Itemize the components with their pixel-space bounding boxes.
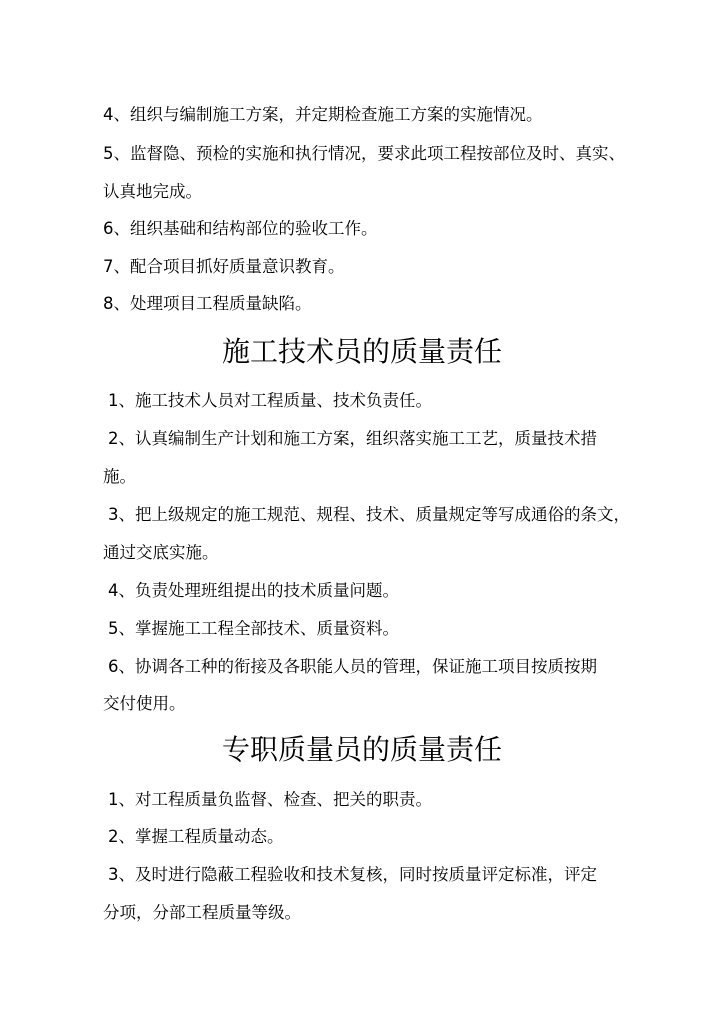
- paragraph-line: 4、负责处理班组提出的技术质量问题。: [108, 581, 399, 600]
- section-heading-qc: 专职质量员的质量责任: [221, 733, 502, 766]
- paragraph-line: 6、组织基础和结构部位的验收工作。: [103, 219, 378, 238]
- paragraph-line: 8、处理项目工程质量缺陷。: [103, 294, 312, 313]
- paragraph-line: 1、对工程质量负监督、检查、把关的职责。: [108, 790, 432, 809]
- paragraph-line: 5、掌握施工工程全部技术、质量资料。: [108, 619, 399, 638]
- paragraph-line: 施。: [103, 467, 136, 486]
- section-heading-tech: 施工技术员的质量责任: [221, 335, 502, 368]
- paragraph-line: 认真地完成。: [103, 182, 202, 201]
- paragraph-line: 3、及时进行隐蔽工程验收和技术复核，同时按质量评定标准，评定: [108, 865, 597, 884]
- paragraph-line: 交付使用。: [103, 694, 186, 713]
- paragraph-line: 5、监督隐、预检的实施和执行情况，要求此项工程按部位及时、真实、: [103, 144, 625, 163]
- paragraph-line: 2、掌握工程质量动态。: [108, 827, 284, 846]
- paragraph-line: 分项，分部工程质量等级。: [103, 903, 301, 922]
- paragraph-line: 6、协调各工种的衔接及各职能人员的管理，保证施工项目按质按期: [108, 657, 597, 676]
- paragraph-line: 3、把上级规定的施工规范、规程、技术、质量规定等写成通俗的条文，: [108, 505, 630, 524]
- paragraph-line: 通过交底实施。: [103, 543, 219, 562]
- paragraph-line: 1、施工技术人员对工程质量、技术负责任。: [108, 391, 432, 410]
- paragraph-line: 7、配合项目抓好质量意识教育。: [103, 257, 345, 276]
- paragraph-line: 2、认真编制生产计划和施工方案，组织落实施工工艺，质量技术措: [108, 429, 597, 448]
- paragraph-line: 4、组织与编制施工方案，并定期检查施工方案的实施情况。: [103, 105, 543, 124]
